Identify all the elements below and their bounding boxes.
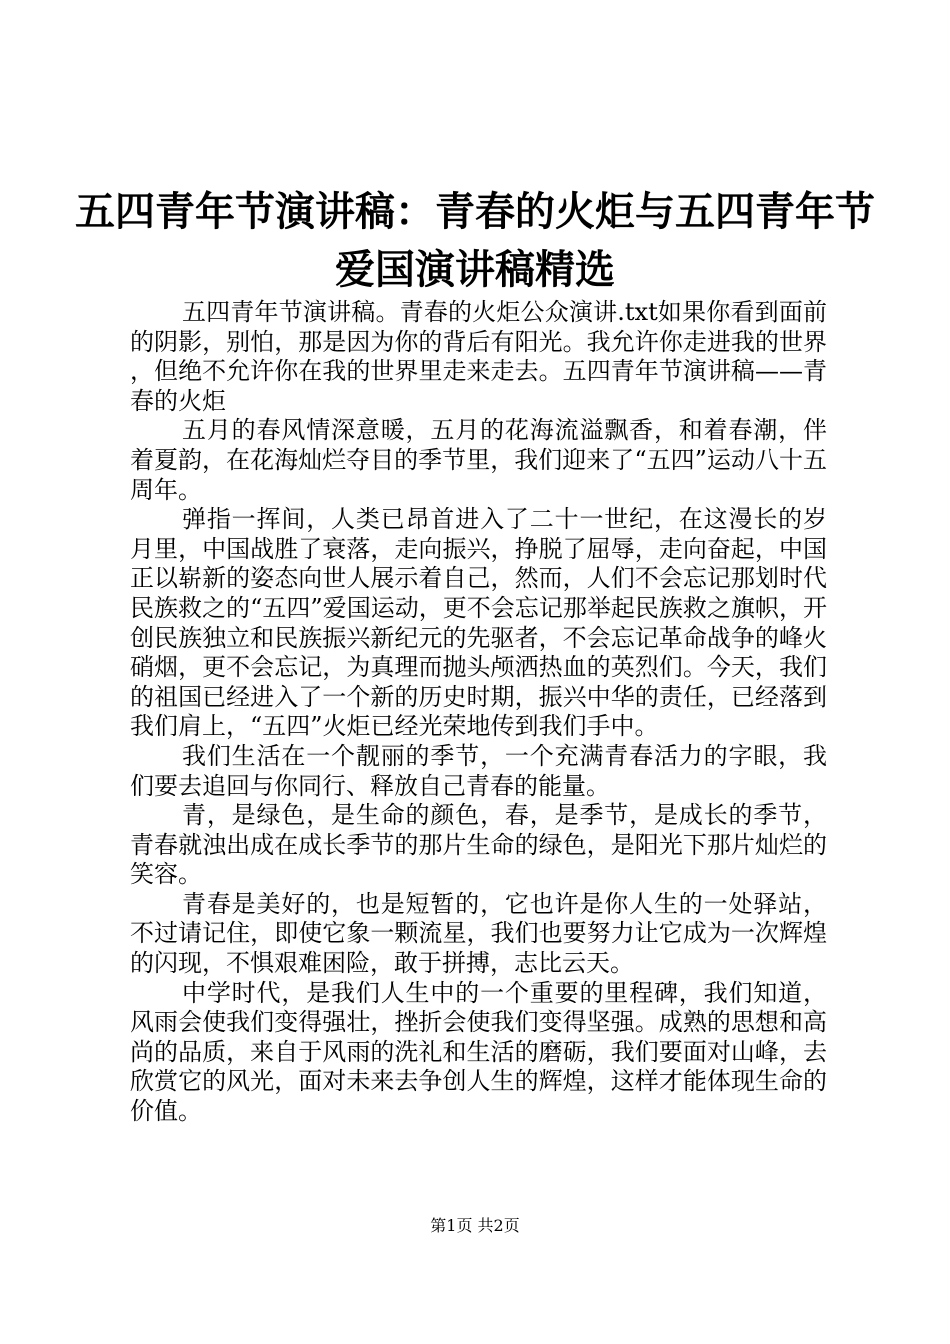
- paragraph-5: 青，是绿色，是生命的颜色，春，是季节，是成长的季节，青春就浊出成在成长季节的那片生命的绿色，是阳光下那片灿烂的笑容。: [130, 801, 827, 889]
- title-line-2: 爱国演讲稿精选: [335, 246, 615, 293]
- paragraph-4: 我们生活在一个靓丽的季节，一个充满青春活力的字眼，我们要去追回与你同行、释放自己青春的能量。: [130, 741, 827, 800]
- title-line-1: 五四青年节演讲稿：青春的火炬与五四青年节: [75, 188, 875, 235]
- paragraph-6: 青春是美好的，也是短暂的，它也许是你人生的一处驿站，不过请记住，即使它象一颗流星，我们也要努力让它成为一次辉煌的闪现，不惧艰难困险，敢于拼搏，志比云天。: [130, 889, 827, 978]
- paragraph-3: 弹指一挥间，人类已昂首进入了二十一世纪，在这漫长的岁月里，中国战胜了衰落，走向振兴，挣脱了屈辱，走向奋起，中国正以崭新的姿态向世人展示着自己，然而，人们不会忘记那划时代民族救之的“五四”爱国运动，更不会忘记那举起民族救之旗帜，开创民族独立和民族振兴新纪元的先驱者，不会忘记革命战争的峰火硝烟，更不会忘记，为真理而抛头颅洒热血的英烈们。今天，我们的祖国已经进入了一个新的历史时期，振兴中华的责任，已经落到我们肩上，“五四”火炬已经光荣地传到我们手中。: [130, 505, 827, 741]
- paragraph-7: 中学时代，是我们人生中的一个重要的里程碑，我们知道，风雨会使我们变得强壮，挫折会使我们变得坚强。成熟的思想和高尚的品质，来自于风雨的洗礼和生活的磨砺，我们要面对山峰，去欣赏它的风光，面对未来去争创人生的辉煌，这样才能体现生命的价值。: [130, 978, 827, 1126]
- paragraph-1: 五四青年节演讲稿。青春的火炬公众演讲.txt如果你看到面前的阴影，别怕，那是因为你的背后有阳光。我允许你走进我的世界，但绝不允许你在我的世界里走来走去。五四青年节演讲稿——青春的火炬: [130, 298, 827, 415]
- document-body: [130, 298, 827, 1127]
- page-number-footer: 第1页 共2页: [430, 1216, 520, 1235]
- paragraph-2: 五月的春风情深意暖，五月的花海流溢飘香，和着春潮，伴着夏韵，在花海灿烂夺目的季节里，我们迎来了“五四”运动八十五周年。: [130, 416, 827, 504]
- document-title: [0, 183, 950, 299]
